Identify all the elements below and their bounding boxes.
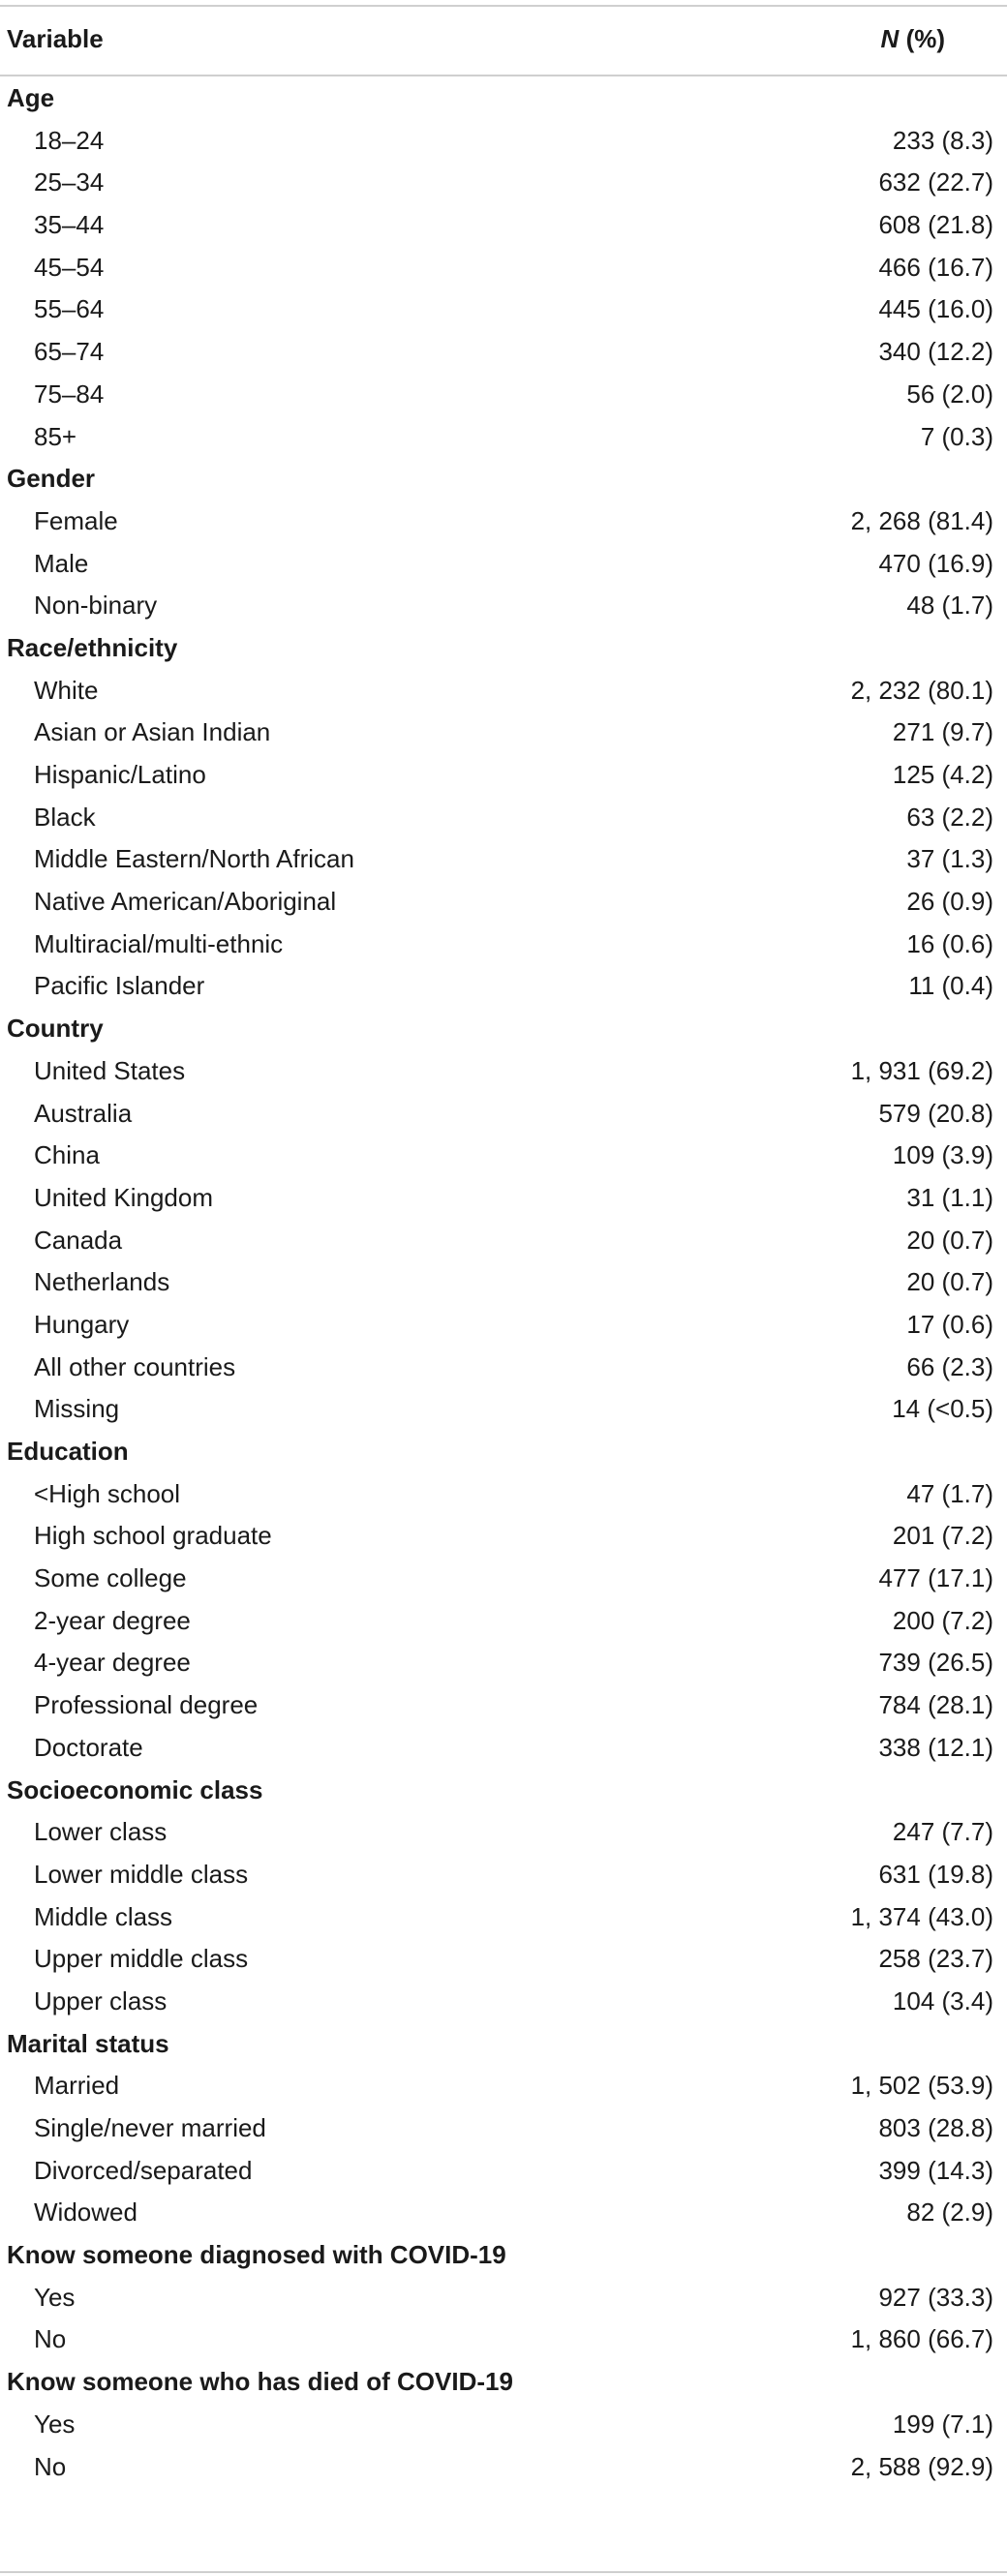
row-value: 477 (17.1) (878, 1563, 993, 1593)
table-row (0, 1896, 1007, 1939)
table-row (0, 1938, 1007, 1981)
row-value: 14 (<0.5) (892, 1394, 993, 1424)
row-value: 445 (16.0) (878, 294, 993, 324)
row-value: 340 (12.2) (878, 337, 993, 367)
row-label: Native American/Aboriginal (34, 887, 337, 917)
row-label: 85+ (34, 421, 77, 451)
category-row (0, 627, 1007, 670)
category-label: Know someone who has died of COVID-19 (7, 2367, 513, 2397)
row-label: Widowed (34, 2197, 137, 2227)
row-value: 247 (7.7) (892, 1817, 993, 1847)
table-row (0, 2404, 1007, 2446)
table-row (0, 1177, 1007, 1220)
row-value: 104 (3.4) (892, 1985, 993, 2015)
header-pct: (%) (905, 24, 945, 53)
row-value: 2, 232 (80.1) (850, 675, 993, 705)
row-value: 109 (3.9) (892, 1140, 993, 1170)
row-value: 20 (0.7) (906, 1267, 993, 1297)
row-label: 2-year degree (34, 1605, 191, 1635)
row-label: No (34, 2324, 67, 2354)
category-label: Age (7, 83, 55, 112)
row-value: 631 (19.8) (878, 1859, 993, 1889)
table-row (0, 1304, 1007, 1347)
row-label: Female (34, 505, 118, 535)
row-label: Upper middle class (34, 1944, 249, 1974)
category-row (0, 2023, 1007, 2066)
row-label: 18–24 (34, 125, 105, 155)
row-value: 2, 588 (92.9) (850, 2451, 993, 2481)
table-row (0, 1135, 1007, 1177)
row-value: 470 (16.9) (878, 548, 993, 578)
row-label: Australia (34, 1098, 133, 1128)
table-row (0, 797, 1007, 839)
table-row (0, 881, 1007, 924)
row-value: 125 (4.2) (892, 760, 993, 789)
row-value: 7 (0.3) (920, 421, 993, 451)
table-row (0, 2192, 1007, 2234)
row-label: Pacific Islander (34, 971, 205, 1001)
table-row (0, 965, 1007, 1008)
table-row (0, 1388, 1007, 1431)
row-label: Middle Eastern/North African (34, 844, 354, 874)
table-row (0, 374, 1007, 416)
header-variable: Variable (7, 24, 104, 53)
row-label: Middle class (34, 1901, 173, 1931)
header-rule (0, 75, 1007, 76)
row-label: Single/never married (34, 2113, 266, 2142)
table-row (0, 1854, 1007, 1896)
table-row (0, 2277, 1007, 2319)
row-label: Missing (34, 1394, 120, 1424)
table-row (0, 2107, 1007, 2150)
row-value: 200 (7.2) (892, 1605, 993, 1635)
row-value: 63 (2.2) (906, 802, 993, 832)
row-value: 803 (28.8) (878, 2113, 993, 2142)
table-row (0, 2318, 1007, 2361)
row-value: 1, 931 (69.2) (850, 1055, 993, 1085)
table-row (0, 288, 1007, 331)
table-row (0, 1093, 1007, 1136)
table-row (0, 1050, 1007, 1093)
table-row (0, 1558, 1007, 1600)
row-label: 35–44 (34, 210, 105, 240)
row-value: 17 (0.6) (906, 1309, 993, 1339)
row-value: 2, 268 (81.4) (850, 505, 993, 535)
table-row (0, 1600, 1007, 1643)
row-label: Doctorate (34, 1732, 143, 1762)
table-row (0, 1981, 1007, 2023)
table-row (0, 162, 1007, 204)
category-row (0, 2234, 1007, 2277)
row-label: Some college (34, 1563, 187, 1593)
row-value: 37 (1.3) (906, 844, 993, 874)
header-n-percent (881, 24, 945, 54)
category-row (0, 1431, 1007, 1473)
row-label: Non-binary (34, 591, 158, 621)
row-value: 1, 860 (66.7) (850, 2324, 993, 2354)
row-label: Hungary (34, 1309, 130, 1339)
table-row (0, 543, 1007, 586)
row-value: 56 (2.0) (906, 379, 993, 409)
row-value: 258 (23.7) (878, 1944, 993, 1974)
table-body (0, 77, 1007, 2488)
row-label: Canada (34, 1225, 123, 1255)
table-row (0, 2150, 1007, 2193)
table-row (0, 838, 1007, 881)
category-row (0, 77, 1007, 120)
row-value: 11 (0.4) (908, 971, 993, 1001)
row-value: 66 (2.3) (906, 1351, 993, 1381)
row-value: 20 (0.7) (906, 1225, 993, 1255)
row-label: United States (34, 1055, 186, 1085)
row-label: 75–84 (34, 379, 105, 409)
row-value: 466 (16.7) (878, 252, 993, 282)
row-value: 608 (21.8) (878, 210, 993, 240)
row-label: White (34, 675, 99, 705)
row-label: <High school (34, 1478, 181, 1508)
row-label: Asian or Asian Indian (34, 717, 271, 747)
table-row (0, 712, 1007, 754)
row-label: Multiracial/multi-ethnic (34, 928, 284, 958)
category-label: Know someone diagnosed with COVID-19 (7, 2240, 506, 2270)
table-row (0, 1515, 1007, 1558)
row-value: 1, 502 (53.9) (850, 2071, 993, 2101)
row-label: 55–64 (34, 294, 105, 324)
row-label: Divorced/separated (34, 2155, 253, 2185)
row-value: 632 (22.7) (878, 167, 993, 197)
category-label: Country (7, 1014, 104, 1044)
category-label: Marital status (7, 2028, 169, 2058)
row-label: Yes (34, 2409, 76, 2439)
row-label: Black (34, 802, 96, 832)
row-value: 199 (7.1) (892, 2409, 993, 2439)
row-label: 25–34 (34, 167, 105, 197)
table-row (0, 416, 1007, 459)
row-label: Married (34, 2071, 120, 2101)
table-row (0, 670, 1007, 712)
row-label: High school graduate (34, 1521, 272, 1551)
row-label: China (34, 1140, 100, 1170)
table-row (0, 500, 1007, 543)
table-row (0, 585, 1007, 627)
row-label: Male (34, 548, 89, 578)
category-row (0, 1008, 1007, 1050)
table-row (0, 924, 1007, 966)
row-label: 45–54 (34, 252, 105, 282)
header-n: N (880, 24, 900, 53)
table-row (0, 1727, 1007, 1770)
row-label: Professional degree (34, 1690, 259, 1720)
row-label: Lower class (34, 1817, 168, 1847)
table-header (0, 5, 1007, 75)
row-value: 271 (9.7) (892, 717, 993, 747)
row-label: United Kingdom (34, 1182, 213, 1212)
table-row (0, 754, 1007, 797)
row-value: 48 (1.7) (906, 591, 993, 621)
table-row (0, 2446, 1007, 2489)
category-label: Race/ethnicity (7, 632, 178, 662)
table-row (0, 204, 1007, 247)
table-row (0, 1347, 1007, 1389)
table-row (0, 120, 1007, 163)
table-row (0, 1220, 1007, 1262)
row-value: 784 (28.1) (878, 1690, 993, 1720)
table-row (0, 1642, 1007, 1684)
row-value: 338 (12.1) (878, 1732, 993, 1762)
row-value: 31 (1.1) (906, 1182, 993, 1212)
table-row (0, 1473, 1007, 1516)
row-value: 739 (26.5) (878, 1648, 993, 1678)
row-label: 4-year degree (34, 1648, 191, 1678)
row-value: 16 (0.6) (906, 928, 993, 958)
category-label: Socioeconomic class (7, 1774, 263, 1804)
table-row (0, 1684, 1007, 1727)
row-value: 82 (2.9) (906, 2197, 993, 2227)
row-label: Upper class (34, 1985, 168, 2015)
row-label: Yes (34, 2282, 76, 2312)
row-label: No (34, 2451, 67, 2481)
row-value: 26 (0.9) (906, 887, 993, 917)
category-row (0, 458, 1007, 500)
row-label: Lower middle class (34, 1859, 249, 1889)
row-label: Netherlands (34, 1267, 170, 1297)
table-row (0, 2065, 1007, 2107)
table-row (0, 247, 1007, 289)
row-value: 233 (8.3) (892, 125, 993, 155)
category-row (0, 2361, 1007, 2404)
table-bottom-rule (0, 2571, 1007, 2573)
table-row (0, 331, 1007, 374)
row-value: 47 (1.7) (906, 1478, 993, 1508)
category-label: Gender (7, 464, 96, 494)
row-label: All other countries (34, 1351, 236, 1381)
row-value: 201 (7.2) (892, 1521, 993, 1551)
row-value: 399 (14.3) (878, 2155, 993, 2185)
row-value: 579 (20.8) (878, 1098, 993, 1128)
row-label: Hispanic/Latino (34, 760, 206, 789)
row-label: 65–74 (34, 337, 105, 367)
category-row (0, 1770, 1007, 1812)
table-row (0, 1811, 1007, 1854)
row-value: 1, 374 (43.0) (850, 1901, 993, 1931)
table-row (0, 1261, 1007, 1304)
row-value: 927 (33.3) (878, 2282, 993, 2312)
category-label: Education (7, 1437, 129, 1466)
